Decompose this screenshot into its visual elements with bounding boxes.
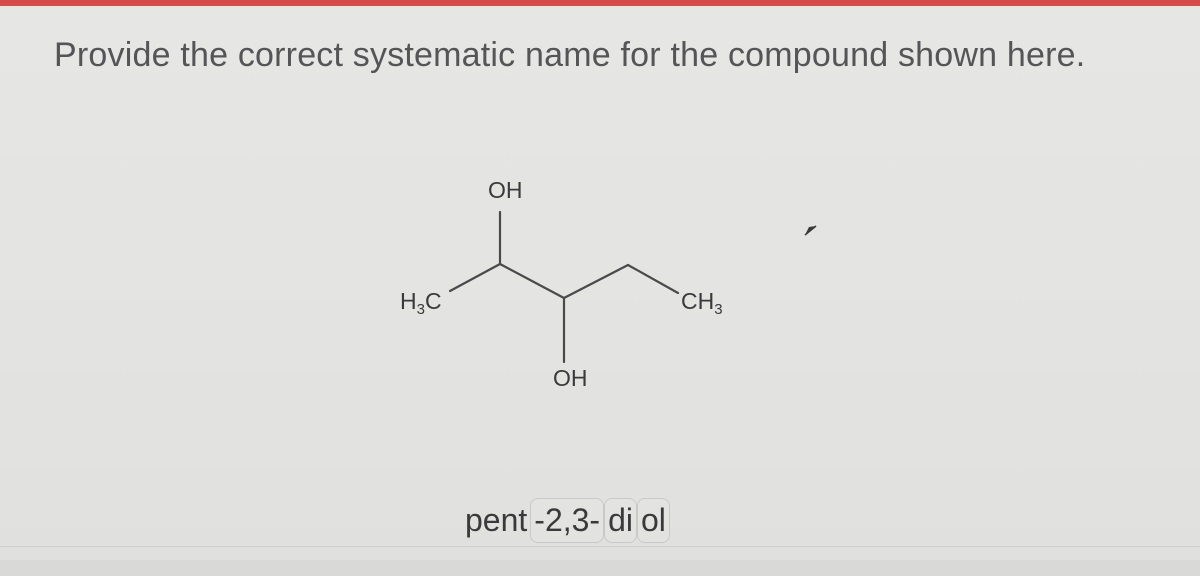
bond-c4-c5 — [628, 265, 678, 293]
ch3-subscript: 3 — [714, 301, 723, 318]
bond-c1-c2 — [450, 264, 500, 291]
h3c-c: C — [424, 288, 442, 314]
answer-segment-multiplier[interactable]: di — [604, 498, 637, 543]
oh-bottom-label: OH — [553, 365, 588, 391]
h3c-label — [400, 288, 442, 318]
bottom-strip — [0, 560, 1200, 576]
divider-line — [0, 546, 1200, 547]
answer-segment-locants[interactable]: -2,3- — [530, 498, 604, 543]
h3c-h: H — [400, 288, 417, 314]
oh-top-label: OH — [488, 177, 523, 203]
answer-segment-suffix[interactable]: ol — [637, 498, 670, 543]
question-text: Provide the correct systematic name for the compound shown here. — [54, 36, 1086, 74]
arrow-cursor-icon — [803, 222, 819, 238]
ch3-label — [681, 288, 723, 318]
answer-segment-stem[interactable]: pent — [465, 501, 528, 538]
bond-c2-c3 — [500, 264, 564, 298]
h3c-subscript: 3 — [416, 301, 425, 318]
ch3-ch: CH — [681, 288, 715, 314]
answer-field[interactable] — [462, 494, 670, 546]
bond-c3-c4 — [564, 265, 628, 298]
